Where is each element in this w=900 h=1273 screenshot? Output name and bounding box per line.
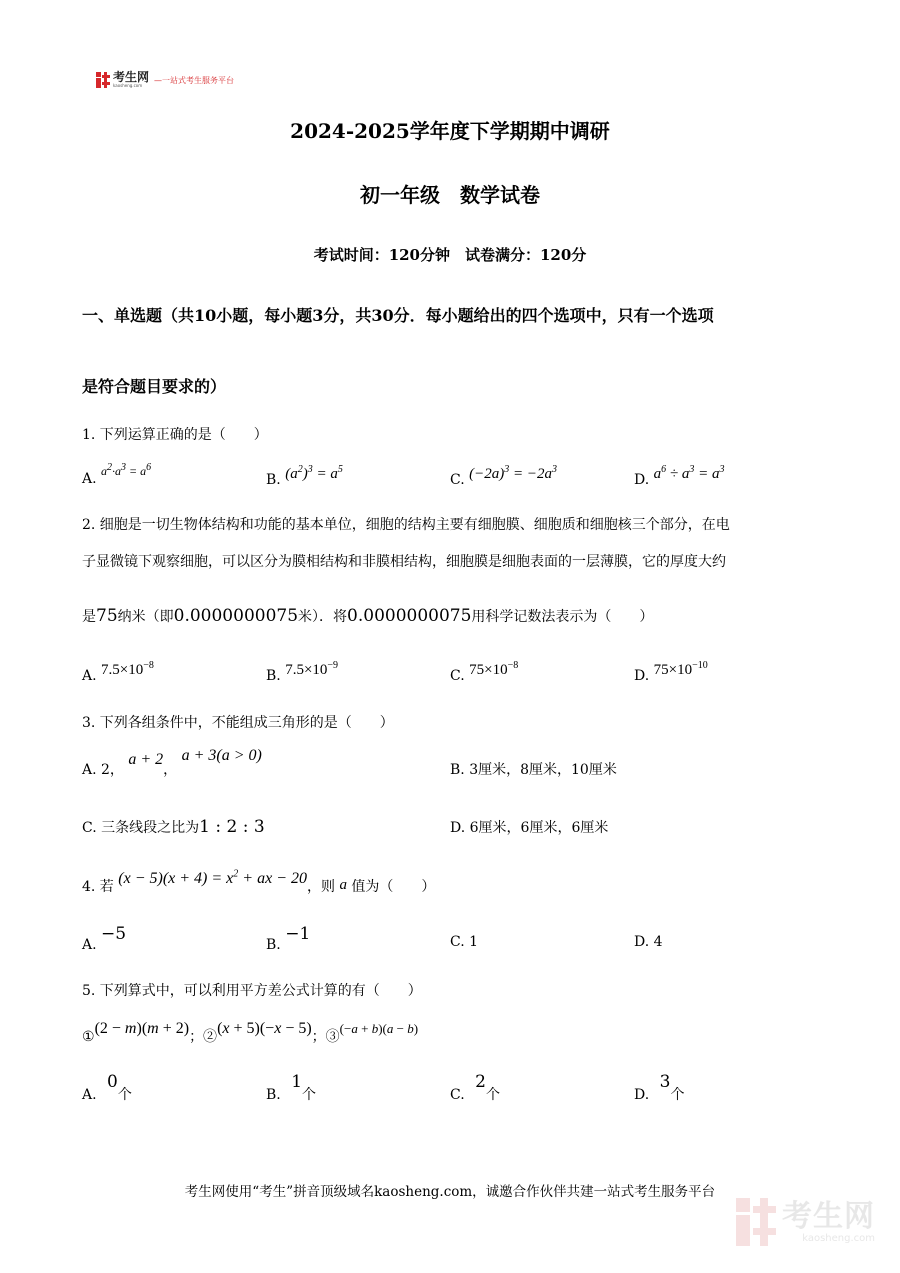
brand-logo [96, 72, 234, 88]
exam-info: 考试时间：120分钟 试卷满分：120分 [313, 246, 587, 264]
q3-option-d: D. 6厘米，6厘米，6厘米 [450, 820, 609, 836]
q4-option-b: B. −1 [266, 924, 311, 953]
question-4-stem: 4. 若 $(x - 5)(x + 4) = x^2$ + ax − 20，则 a 值为（ ） [82, 868, 436, 895]
page-title: 2024-2025学年度下学期期中调研 [290, 119, 610, 143]
footer-text: 考生网使用“考生”拼音顶级域名kaosheng.com，诚邀合作伙伴共建一站式考生服务平台 [184, 1184, 716, 1200]
section-heading-cont: 是符合题目要求的） [82, 377, 227, 396]
q5-option-a: A. 0个 [82, 1072, 132, 1103]
q5-option-d: D. 3个 [634, 1072, 685, 1103]
page-subtitle: 初一年级 数学试卷 [360, 183, 540, 207]
brand-slogan: —一站式考生服务平台 [154, 75, 235, 85]
brand-domain: kaosheng.com [113, 83, 143, 88]
q5-option-b: B. 1个 [266, 1072, 317, 1103]
watermark [736, 1198, 875, 1246]
watermark-name: 考生网 [782, 1198, 875, 1234]
watermark-logo-icon [736, 1198, 776, 1246]
question-2-line-1: 2. 细胞是一切生物体结构和功能的基本单位，细胞的结构主要有细胞膜、细胞质和细胞核三个部分，在电 [82, 517, 730, 533]
q4-option-c: C. 1 [450, 934, 479, 950]
q3-option-c: C. 三条线段之比为1 : 2 : 3 [82, 817, 265, 837]
question-5-expressions: ①(2 − m)(m + 2)；②(x + 5)(−x − 5)；③(−a + b)(a − b) [82, 1020, 419, 1045]
section-heading: 一、单选题（共10小题，每小题3分，共30分．每小题给出的四个选项中，只有一个选项 [82, 306, 714, 325]
q4-option-a: A. −5 [82, 924, 127, 953]
brand-name: 考生网 [113, 70, 150, 84]
q3-option-b: B. 3厘米，8厘米，10厘米 [450, 762, 617, 778]
watermark-domain: kaosheng.com [802, 1232, 875, 1244]
q1-option-c: C. $(-2a)^3 = -2a^3$ [450, 464, 557, 488]
question-3-stem: 3. 下列各组条件中，不能组成三角形的是（ ） [82, 715, 394, 731]
brand-logo-icon [96, 72, 110, 88]
question-2-line-2: 子显微镜下观察细胞，可以区分为膜相结构和非膜相结构，细胞膜是细胞表面的一层薄膜，它的厚度大约 [82, 554, 726, 570]
q1-option-b: B. $(a^2)^3 = a^5$ [266, 464, 343, 488]
q3-option-a: A. 2， a + 2， a + 3(a > 0) [82, 747, 262, 778]
question-2-line-3: 是75纳米（即0.0000000075米）．将0.0000000075用科学记数法表示为（ ） [82, 606, 654, 626]
q1-option-d: D. $a^6 \div a^3 = a^3$ [634, 464, 725, 488]
q2-option-a: A. $7.5\times 10^{-8}$ [82, 660, 154, 684]
question-5-stem: 5. 下列算式中，可以利用平方差公式计算的有（ ） [82, 983, 422, 999]
q2-option-c: C. $75\times 10^{-8}$ [450, 660, 519, 684]
q2-option-d: D. $75\times 10^{-10}$ [634, 660, 708, 684]
q2-option-b: B. $7.5\times 10^{-9}$ [266, 660, 339, 684]
q1-option-a: A. $a^2\cdot a^3 = a^6$ [82, 462, 152, 487]
q4-option-d: D. 4 [634, 934, 663, 950]
q5-option-c: C. 2个 [450, 1072, 500, 1103]
question-1-stem: 1. 下列运算正确的是（ ） [82, 427, 268, 443]
